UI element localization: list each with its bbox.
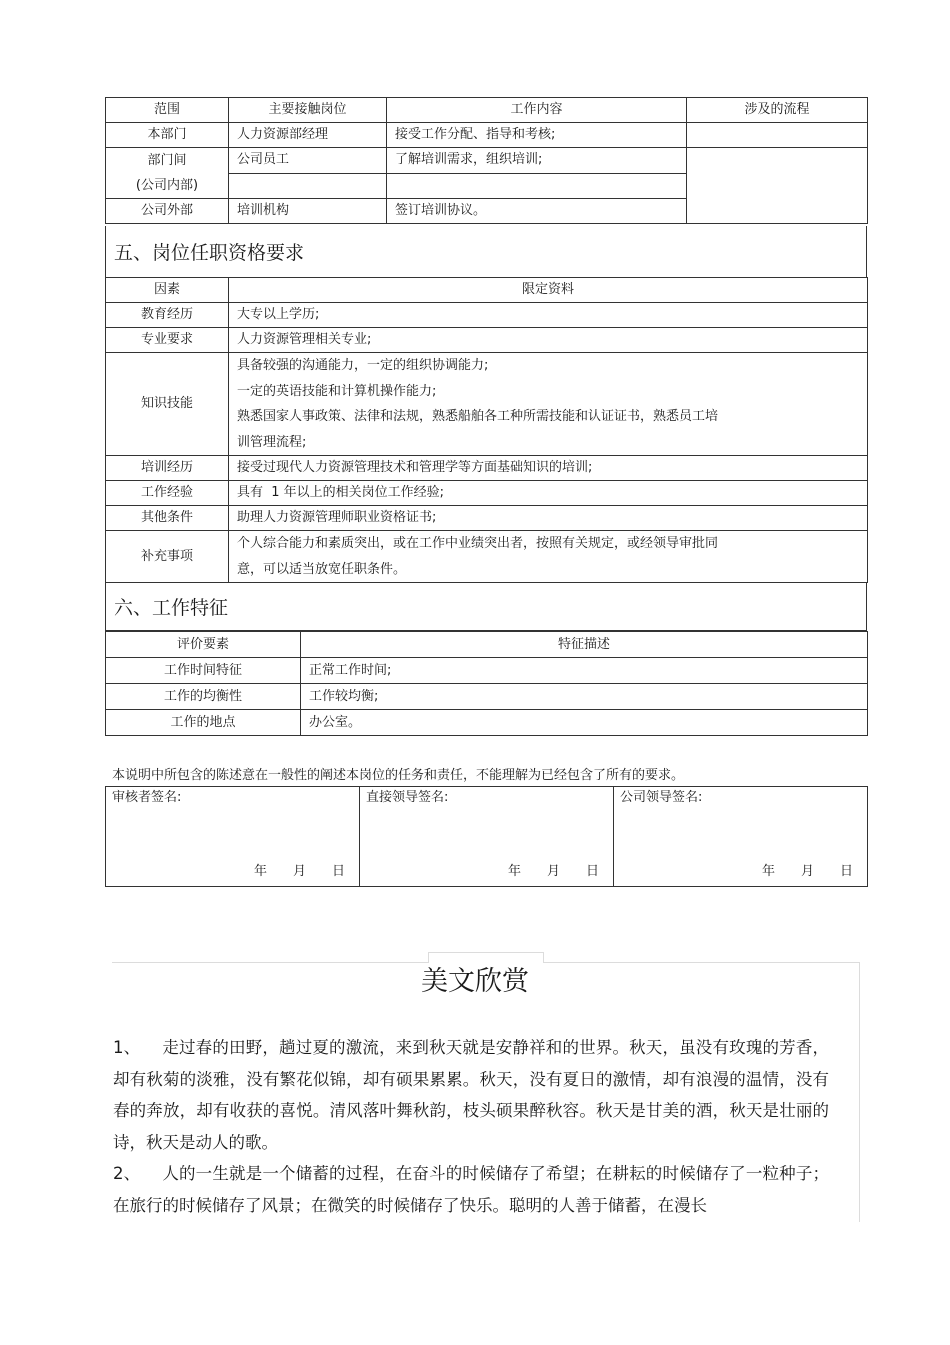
- factor-cell: 工作的地点: [106, 710, 301, 736]
- table-row: [106, 303, 868, 328]
- table-row: [106, 506, 868, 531]
- year-label: 年: [761, 864, 775, 879]
- detail-line: 熟悉国家人事政策、法律和法规，熟悉船舶各工种所需技能和认证证书，熟悉员工培: [237, 409, 719, 424]
- paragraph-text: 人的一生就是一个储蓄的过程，在奋斗的时候储存了希望；在耕耘的时候储存了一粒种子；在旅行的时候储存了风景；在微笑的时候储存了快乐。聪明的人善于储蓄，在漫长: [113, 1164, 830, 1215]
- month-label: 月: [800, 864, 814, 879]
- detail-cell: 大专以上学历;: [229, 303, 868, 328]
- paragraph-text: 走过春的田野，趟过夏的激流，来到秋天就是安静祥和的世界。秋天，虽没有玫瑰的芳香，却有秋菊的淡雅，没有繁花似锦，却有硕果累累。秋天，没有夏日的激情，却有浪漫的温情，没有春的奔放，却有收获的喜悦。清风落叶舞秋韵，枝头硕果醉秋容。秋天是甘美的酒，秋天是壮丽的诗，秋天是动人的歌。: [113, 1038, 830, 1152]
- detail-line: 训管理流程;: [237, 434, 307, 450]
- essay-paragraph: [113, 1032, 829, 1158]
- month-label: 月: [292, 864, 306, 879]
- signature-row: [106, 787, 868, 887]
- header-factor: 因素: [106, 278, 229, 303]
- content-cell: 接受工作分配、指导和考核;: [387, 123, 687, 148]
- table-row: [106, 123, 868, 148]
- table-header-row: [106, 632, 868, 658]
- detail-cell: [229, 353, 868, 456]
- factor-cell: 知识技能: [106, 353, 229, 456]
- company-leader-signature-box: [614, 787, 868, 887]
- table-row: [106, 531, 868, 583]
- section-heading: 六、工作特征: [105, 582, 867, 631]
- header-scope: 范围: [106, 98, 229, 123]
- factor-cell: 补充事项: [106, 531, 229, 583]
- essay-paragraph: [113, 1158, 829, 1221]
- paragraph-number: 2、: [113, 1164, 141, 1183]
- content-cell: [387, 173, 687, 199]
- factor-cell: 工作的均衡性: [106, 684, 301, 710]
- scope-line: (公司内部): [135, 178, 199, 193]
- header-description: 特征描述: [301, 632, 868, 658]
- table-row: [106, 456, 868, 481]
- process-cell: [687, 148, 868, 224]
- section-heading: 五、岗位任职资格要求: [105, 226, 867, 278]
- table-row: [106, 658, 868, 684]
- detail-cell: 接受过现代人力资源管理技术和管理学等方面基础知识的培训;: [229, 456, 868, 481]
- reviewer-signature-label: 审核者签名:: [112, 790, 182, 805]
- scope-cell: 公司外部: [106, 199, 229, 224]
- header-position: 主要接触岗位: [229, 98, 387, 123]
- header-process: 涉及的流程: [687, 98, 868, 123]
- month-label: 月: [546, 864, 560, 879]
- signature-date: [482, 863, 599, 881]
- signature-date: [736, 863, 853, 881]
- paragraph-number: 1、: [113, 1038, 141, 1057]
- factor-cell: 其他条件: [106, 506, 229, 531]
- process-cell: [687, 123, 868, 148]
- content-cell: 了解培训需求，组织培训;: [387, 148, 687, 174]
- content-cell: 签订培训协议。: [387, 199, 687, 224]
- detail-cell: 人力资源管理相关专业;: [229, 328, 868, 353]
- year-label: 年: [507, 864, 521, 879]
- scope-cell: 本部门: [106, 123, 229, 148]
- factor-cell: 工作时间特征: [106, 658, 301, 684]
- detail-cell: 具有 1 年以上的相关岗位工作经验;: [229, 481, 868, 506]
- reviewer-signature-box: [106, 787, 360, 887]
- description-cell: 工作较均衡;: [301, 684, 868, 710]
- header-content: 工作内容: [387, 98, 687, 123]
- position-cell: 人力资源部经理: [229, 123, 387, 148]
- direct-leader-signature-box: [360, 787, 614, 887]
- detail-cell: 助理人力资源管理师职业资格证书;: [229, 506, 868, 531]
- position-cell: 公司员工: [229, 148, 387, 174]
- position-cell: 培训机构: [229, 199, 387, 224]
- essay-title: 美文欣赏: [421, 966, 529, 997]
- table-row: [106, 710, 868, 736]
- signature-table: [105, 786, 868, 887]
- factor-cell: 工作经验: [106, 481, 229, 506]
- scope-line: 部门间: [147, 153, 187, 168]
- factor-cell: 教育经历: [106, 303, 229, 328]
- characteristics-table: [105, 631, 868, 736]
- table-row: [106, 353, 868, 456]
- description-cell: 办公室。: [301, 710, 868, 736]
- year-label: 年: [253, 864, 267, 879]
- company-leader-signature-label: 公司领导签名:: [620, 790, 703, 805]
- table-row: [106, 684, 868, 710]
- table-row: [106, 148, 868, 174]
- detail-line: 一定的英语技能和计算机操作能力;: [237, 383, 437, 399]
- day-label: 日: [839, 864, 853, 879]
- position-cell: [229, 173, 387, 199]
- day-label: 日: [331, 864, 345, 879]
- detail-line: 具备较强的沟通能力，一定的组织协调能力;: [237, 358, 489, 373]
- table-header-row: [106, 278, 868, 303]
- header-factor: 评价要素: [106, 632, 301, 658]
- signature-date: [228, 863, 345, 881]
- detail-cell: [229, 531, 868, 583]
- detail-line: 个人综合能力和素质突出，或在工作中业绩突出者，按照有关规定，或经领导审批同: [237, 536, 719, 551]
- essay-body: [113, 1032, 829, 1221]
- description-cell: 正常工作时间;: [301, 658, 868, 684]
- scope-cell: [106, 148, 229, 199]
- header-detail: 限定资料: [229, 278, 868, 303]
- table-row: [106, 481, 868, 506]
- requirements-table: [105, 277, 868, 583]
- table-header-row: [106, 98, 868, 123]
- factor-cell: 培训经历: [106, 456, 229, 481]
- contact-table: [105, 97, 868, 224]
- day-label: 日: [585, 864, 599, 879]
- detail-line: 意，可以适当放宽任职条件。: [237, 561, 407, 577]
- direct-leader-signature-label: 直接领导签名:: [366, 790, 449, 805]
- disclaimer-note: 本说明中所包含的陈述意在一般性的阐述本岗位的任务和责任，不能理解为已经包含了所有的要求。: [112, 768, 685, 783]
- factor-cell: 专业要求: [106, 328, 229, 353]
- table-row: [106, 328, 868, 353]
